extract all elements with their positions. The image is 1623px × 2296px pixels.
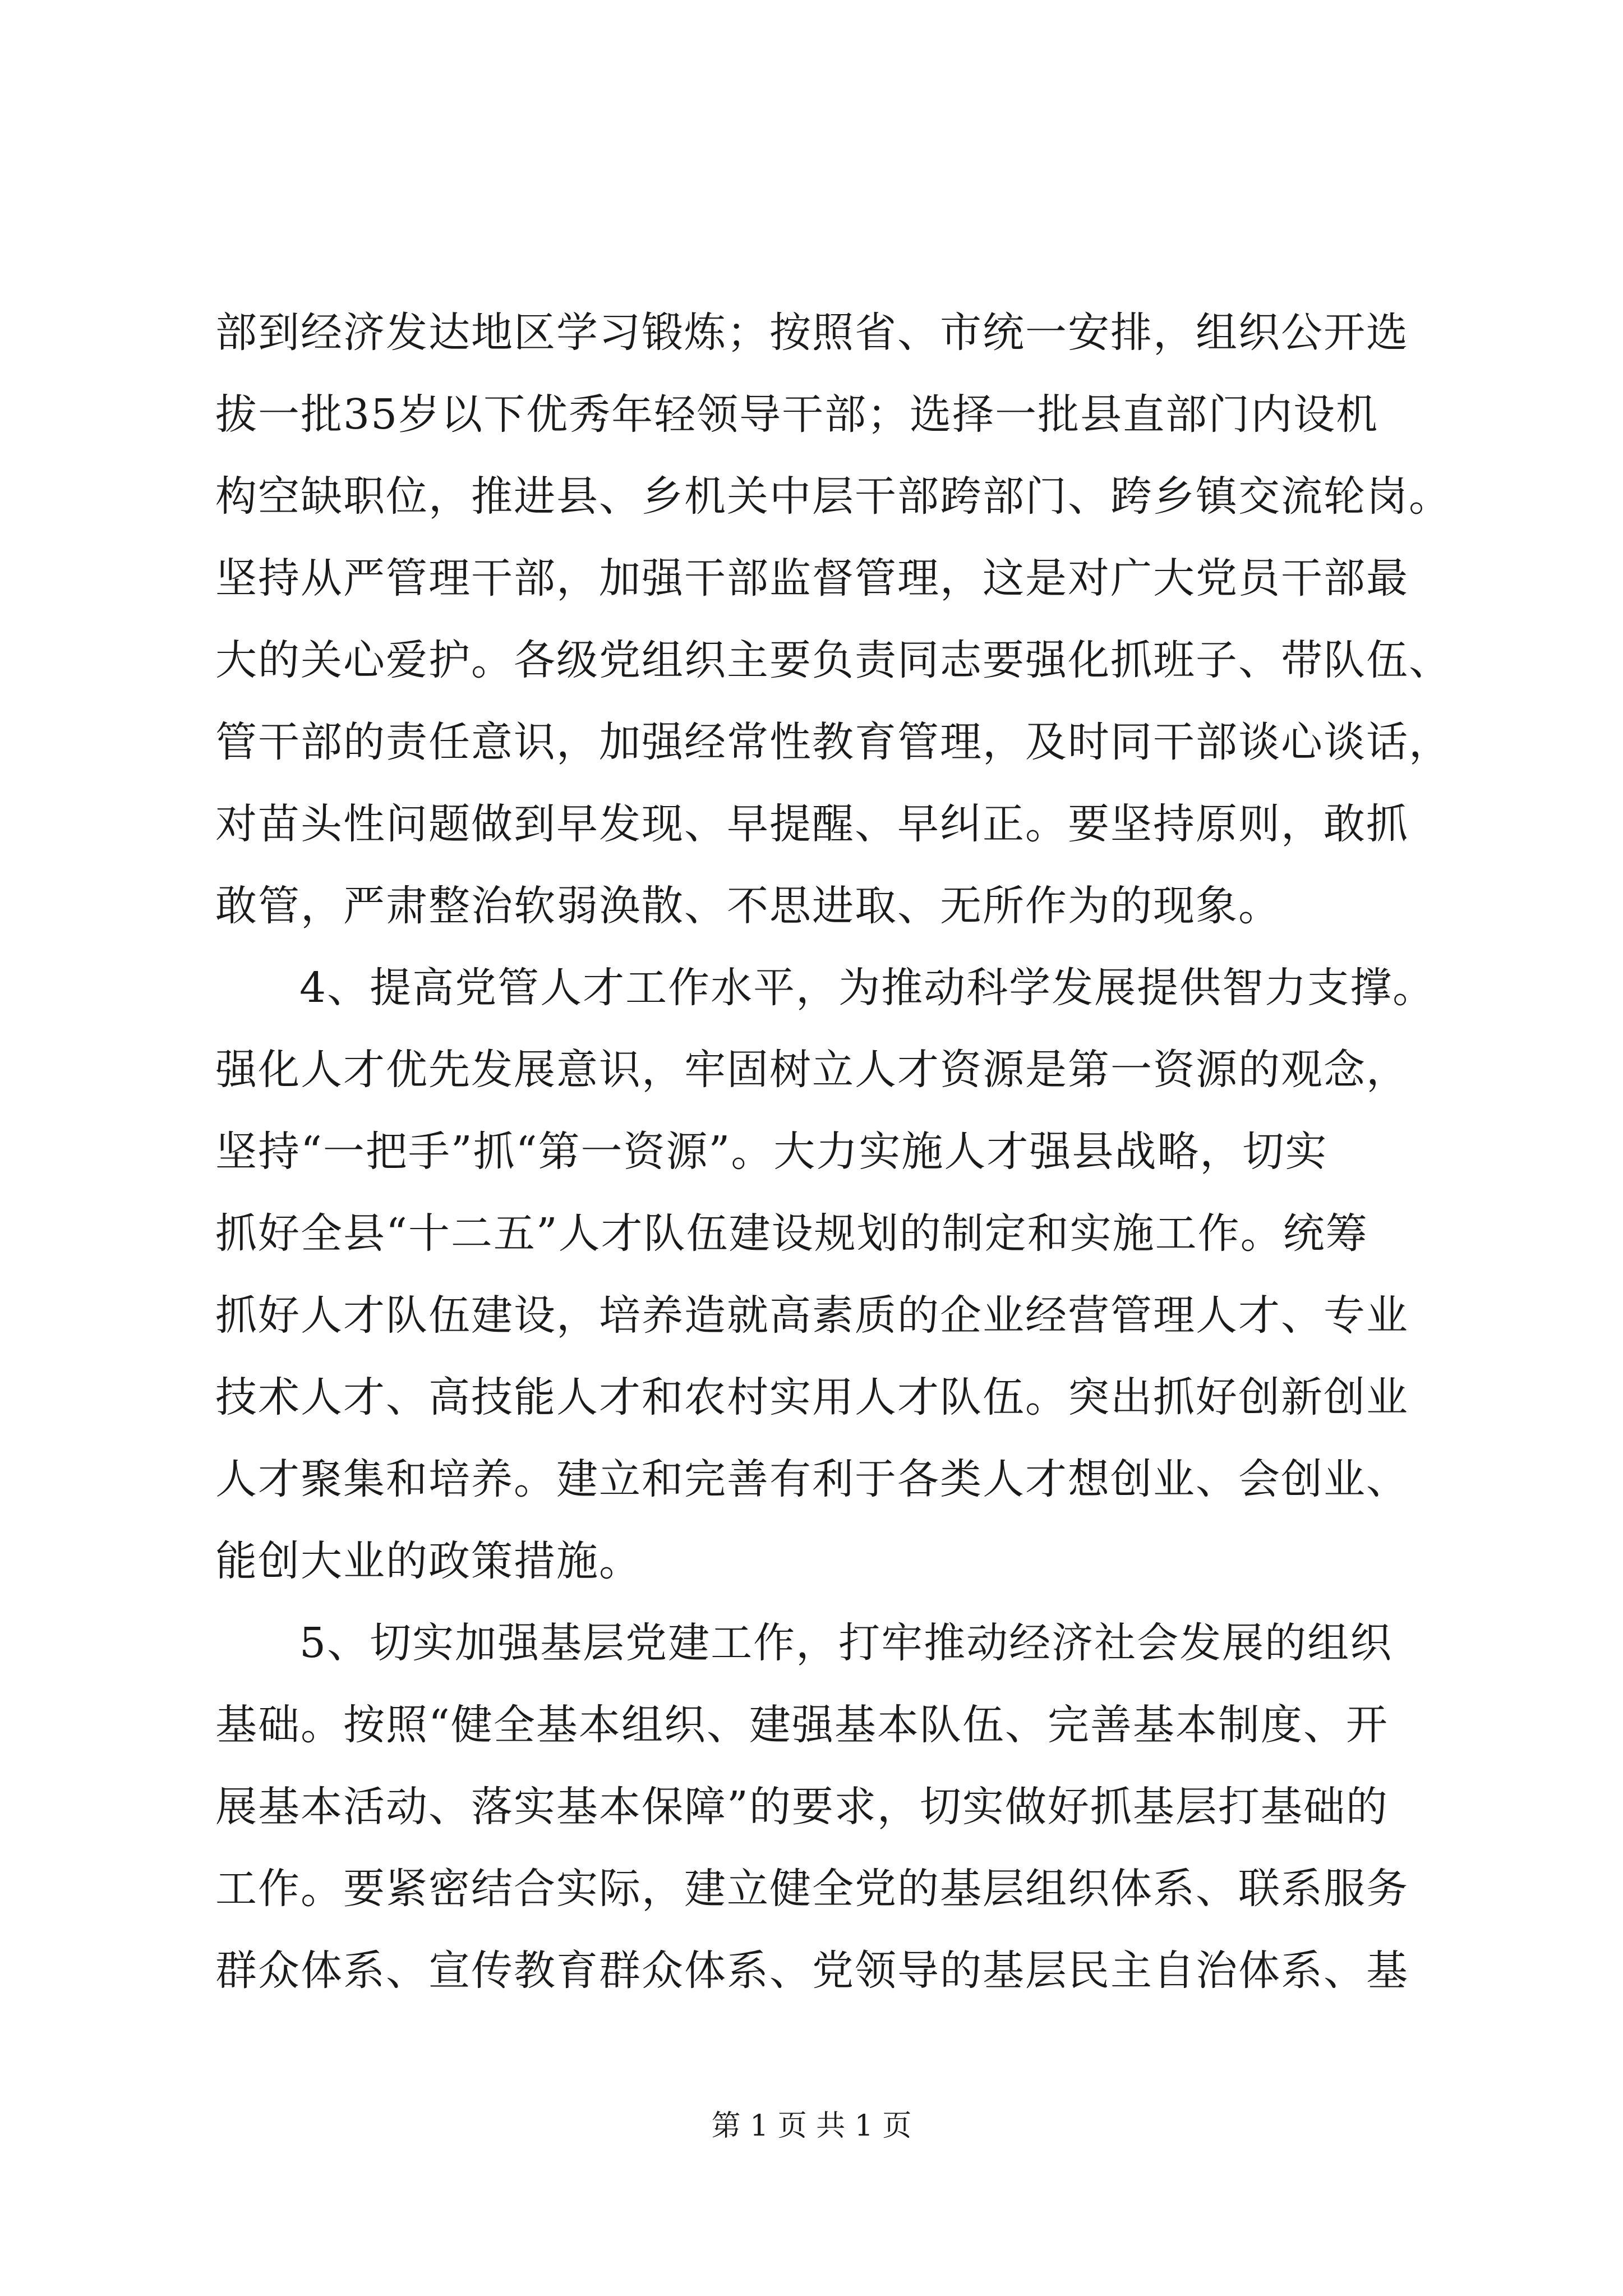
text-line: 敢管，严肃整治软弱涣散、不思进取、无所作为的现象。 [215, 882, 1281, 930]
text-line: 大的关心爱护。各级党组织主要负责同志要强化抓班子、带队伍、 [215, 636, 1451, 684]
text-line: 坚持“一把手”抓“第一资源”。大力实施人才强县战略，切实 [215, 1128, 1328, 1176]
text-line: 技术人才、高技能人才和农村实用人才队伍。突出抓好创新创业 [215, 1373, 1409, 1421]
text-line: 工作。要紧密结合实际，建立健全党的基层组织体系、联系服务 [215, 1865, 1409, 1913]
text-line: 展基本活动、落实基本保障”的要求，切实做好抓基层打基础的 [215, 1783, 1389, 1831]
text-line: 抓好全县“十二五”人才队伍建设规划的制定和实施工作。统筹 [215, 1209, 1368, 1258]
text-line: 抓好人才队伍建设，培养造就高素质的企业经营管理人才、专业 [215, 1291, 1409, 1340]
text-line: 群众体系、宣传教育群众体系、党领导的基层民主自治体系、基 [215, 1947, 1409, 1995]
text-line: 对苗头性问题做到早发现、早提醒、早纠正。要坚持原则，敢抓 [215, 800, 1409, 848]
page-number-footer: 第 1 页 共 1 页 [711, 2109, 912, 2143]
text-line: 坚持从严管理干部，加强干部监督管理，这是对广大党员干部最 [215, 554, 1409, 602]
text-line: 强化人才优先发展意识，牢固树立人才资源是第一资源的观念， [215, 1046, 1409, 1094]
text-line: 拔一批35岁以下优秀年轻领导干部；选择一批县直部门内设机 [215, 390, 1379, 439]
section-heading-line: 4、提高党管人才工作水平，为推动科学发展提供智力支撑。 [299, 964, 1436, 1012]
document-body [215, 292, 1451, 2012]
text-line: 部到经济发达地区学习锻炼；按照省、市统一安排，组织公开选 [215, 309, 1409, 357]
text-line: 人才聚集和培养。建立和完善有利于各类人才想创业、会创业、 [215, 1455, 1409, 1503]
text-line: 管干部的责任意识，加强经常性教育管理，及时同干部谈心谈话， [215, 718, 1451, 766]
text-line: 构空缺职位，推进县、乡机关中层干部跨部门、跨乡镇交流轮岗。 [215, 472, 1451, 521]
text-line: 能创大业的政策措施。 [215, 1537, 642, 1585]
text-line: 基础。按照“健全基本组织、建强基本队伍、完善基本制度、开 [215, 1701, 1389, 1749]
section-heading-line: 5、切实加强基层党建工作，打牢推动经济社会发展的组织 [299, 1619, 1393, 1667]
